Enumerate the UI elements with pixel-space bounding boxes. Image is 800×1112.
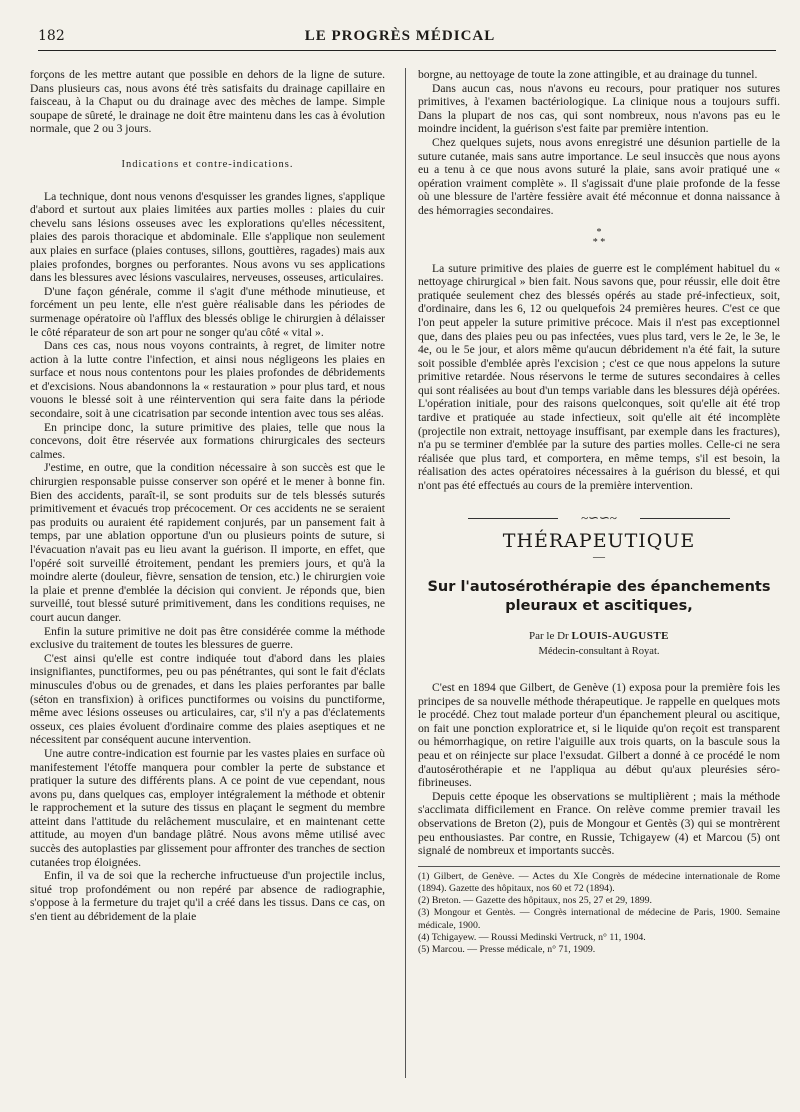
paragraph: forçons de les mettre autant que possible en dehors de la ligne de suture. Dans plusieurs cas, nous avons été très satisfaits du drainage capillaire en faisceau, à la Chaput ou du drainage avec des mèches de lampe. Simple soupape de sûreté, le drainage ne doit être maintenu dans les cas à évolution normale, que 2 ou 3 jours.	[30, 68, 385, 136]
rubric-heading: THÉRAPEUTIQUE	[502, 529, 696, 552]
asterism	[418, 228, 780, 248]
byline-prefix: Par le Dr	[528, 629, 569, 642]
paragraph: Enfin la suture primitive ne doit pas être considérée comme la méthode exclusive du traitement de toutes les blessures de guerre.	[30, 624, 385, 652]
ornament-squiggle: ~∽∽~	[581, 509, 617, 525]
rubric-dash: —	[593, 549, 605, 564]
paragraph: Dans ces cas, nous nous voyons contraints, à regret, de limiter notre action à la lutte contre l'infection, et ainsi nous négligeons les plaies en surface et nous nous contentons pour les plaies profondes de débridements et d'excisions. Nous abandonnons la « restauration » pour plus tard, et nous vouons le blessé soit à une réintervention qui sera faite dans la période secondaire, soit à une cicatrisation par seconde intention avec tous ses aléas.	[30, 339, 385, 421]
asterism-bottom: * *	[592, 236, 606, 248]
column-rule	[405, 68, 406, 1078]
paragraph: C'est en 1894 que Gilbert, de Genève (1) exposa pour la première fois les principes de sa nouvelle méthode thérapeutique. Je rappelle en quelques mots le procédé. Chez tout malade porteur d'un épanchement pleural ou ascitique, on fait une ponction exploratrice et, si le liquide qu'on reçoit est transparent ou hémorrhagique, on retire l'aiguille aux trois quarts, on la bascule sous la peau et on réinjecte sur place l'exsudat. Gilbert a donné à ce procédé le nom d'autosérothérapie et ne l'appliqua au début qu'aux pleurésies séro-fibrineuses.	[418, 681, 780, 790]
paragraph: Enfin, il va de soi que la recherche infructueuse d'un projectile inclus, situé trop profondément ou non repéré par absence de radiographie, s'oppose à la fermeture du trajet qu'il a créé dans les tissus. Dans ce cas, on s'en tient au débridement de la plaie	[30, 869, 385, 924]
right-column	[418, 68, 780, 956]
footnotes	[418, 866, 780, 956]
footnote: (5) Marcou. — Presse médicale, n° 71, 1909.	[418, 943, 596, 955]
paragraph: En principe donc, la suture primitive des plaies, telle que nous la concevons, doit être réservée aux formations chirurgicales des secteurs calmes.	[30, 420, 385, 461]
left-column	[30, 68, 385, 924]
paragraph: Dans aucun cas, nous n'avons eu recours, pour pratiquer nos sutures primitives, à l'examen bactériologique. La clinique nous a toujours suffi. Dans la plupart de nos cas, qui sont nombreux, nous n'avons pas eu le moindre incident, la guérison s'est faite par première intention.	[418, 81, 780, 136]
author-name: LOUIS-AUGUSTE	[571, 629, 670, 642]
footnote: (1) Gilbert, de Genève. — Actes du XIe Congrès de médecine internationale de Rome (1894). Gazette des hôpitaux, nos 60 et 72 (1894).	[418, 870, 780, 894]
paragraph: Chez quelques sujets, nous avons enregistré une désunion partielle de la suture cutanée, mais sans autre importance. Le seul insuccès que nous ayons eu a tenu à ce que nous avons suturé la plaie, sans avoir pratiqué une « opération vraiment complète ». Il s'agissait d'une plaie profonde de la fesse où une blessure de l'artère fessière avait été méconnue et donna naissance à des hémorragies secondaires.	[418, 135, 780, 217]
paragraph: La technique, dont nous venons d'esquisser les grandes lignes, s'applique d'abord et surtout aux plaies limitées aux parties molles : plaies du cuir chevelu sans lésions osseuses avec les explorations qu'elles nécessitent, plaies des parois thoracique et abdominale. Elle s'applique non seulement aux plaies en surface (plaies contuses, sillons, gouttières, ragades) mais aux plaies profondes, borgnes ou perforantes. Nous avons vu ses applications dans les blessures avec lésions vasculaires, nerveuses, osseuses, articulaires.	[30, 189, 385, 285]
paragraph: D'une façon générale, comme il s'agit d'une méthode minutieuse, et forcément un peu lente, elle n'est guère réalisable dans les périodes de surmenage opératoire où l'afflux des blessés oblige le chirurgien à délaisser le côté réparateur de son art pour ne songer qu'au côté « vital ».	[30, 284, 385, 339]
paragraph: borgne, au nettoyage de toute la zone attingible, et au drainage du tunnel.	[418, 68, 758, 81]
author-affiliation: Médecin-consultant à Royat.	[538, 646, 660, 658]
ornament-line-right	[640, 518, 730, 519]
footnote: (3) Mongour et Gentès. — Congrès international de médecine de Paris, 1900. Semaine médicale, 1900.	[418, 907, 780, 931]
paragraph: C'est ainsi qu'elle est contre indiquée tout d'abord dans les plaies insignifiantes, punctiformes, peu ou pas pénétrantes, qui sont le fait d'éclats minuscules d'obus ou de grenades, et dans les plaies perforantes par balle (séton en transfixion) à orifices punctiformes ou voisins du punctiforme, même avec lésions osseuses ou articulaires, car, s'il n'y a pas d'éclatements osseux, ces plaies évoluent d'ordinaire comme des plaies aseptiques et ne nécessitent par conséquent aucune intervention.	[30, 651, 385, 747]
section-heading: Indications et contre-indications.	[121, 158, 294, 170]
byline	[418, 630, 780, 644]
section-ornament	[418, 511, 780, 525]
paragraph: Une autre contre-indication est fournie par les vastes plaies en surface où manifestement l'étoffe manquera pour combler la perte de substance et pratiquer la suture des différents plans. A ce point de vue cependant, nous avons pu, dans quelques cas, employer intégralement la méthode et obtenir le rapprochement et la suture des tissus en plaçant le segment du membre atteint dans l'attitude du relâchement musculaire, et en maintenant cette attitude, au moyen d'un bandage plâtré. Nous avons même utilisé avec succès des autoplasties par glissement pour affronter des tranches de section cutanées trop éloignées.	[30, 746, 385, 869]
ornament-line-left	[468, 518, 558, 519]
paragraph: La suture primitive des plaies de guerre est le complément habituel du « nettoyage chirurgical » bien fait. Nous savons que, pour réussir, elle doit être pratiquée seulement chez des blessés opérés au stade pré-infectieux, soit, d'ordinaire, dans les 6, 12 ou quelquefois 24 premières heures. C'est ce que l'on peut appeler la suture primitive précoce. Mais il n'est pas exceptionnel que, dans des plaies peu ou pas infectées, vues plus tard, vers le 2e, le 3e, le 4e, ou le 5e jour, et alors même qu'aucun débridement n'a été fait, la suture soit possible d'emblée après l'excision ; c'est ce que nous appelons la suture primitive retardée. Nous réservons le terme de sutures secondaires à celles qui sont réalisées au bout d'un temps variable dans les blessures déjà opérées. L'opération initiale, pour des raisons quelconques, soit qu'elle ait été trop tardive et pratiquée au stade infectieux, soit qu'elle ait été incomplète (projectile non extrait, nettoyage insuffisant, par exemple dans les fractures), n'a pu se terminer d'emblée par la suture des parties molles. Celle-ci ne sera réalisée que plus tard, et comportera, en même temps, s'il est besoin, la réalisation des actes opératoires nécessaires à la guérison du blessé, et qui n'ont pas été effectués au cours de la première intervention.	[418, 261, 780, 493]
paragraph: Depuis cette époque les observations se multiplièrent ; mais la méthode s'acclimata difficilement en France. On relève comme premier travail les observations de Breton (2), puis de Mongour et Gentès (3) qui se montrèrent peu enthousiastes. Par contre, en Russie, Tchigayew (4) et Marcou (5) ont signalé de nombreux et importants succès.	[418, 789, 780, 858]
asterism-top: *	[596, 226, 602, 238]
page-number: 182	[38, 28, 65, 44]
header-rule	[38, 50, 776, 51]
running-title: LE PROGRÈS MÉDICAL	[304, 28, 496, 44]
paragraph: J'estime, en outre, que la condition nécessaire à son succès est que le chirurgien responsable puisse conserver son opéré et le mener à bonne fin. Bien des accidents, paraît-il, se sont produits sur de tels blessés suturés primitivement et évacués trop précocement. Or ces accidents ne se seraient pas produits ou auraient été rapidement conjurés, par un pansement fait à temps, par une ablation opportune d'un ou plusieurs points de suture, si l'évacuation n'avait pas eu lieu avant la guérison. Il importe, en effet, que l'opéré soit surveillé étroitement, pendant les premiers jours, et qu'à la moindre alerte (douleur, fièvre, sensation de tension, etc.) le chirurgien voie la plaie et prenne d'emblée la décision qui convient. Je réponds que, bien surveillé, tout blessé suturé primitivement, dans les conditions requises, ne court aucun danger.	[30, 461, 385, 624]
footnote: (4) Tchigayew. — Roussi Medinski Vertruck, n° 11, 1904.	[418, 931, 646, 943]
article-title: Sur l'autosérothérapie des épanchements pleuraux et ascitiques,	[427, 578, 771, 614]
footnote: (2) Breton. — Gazette des hôpitaux, nos 25, 27 et 29, 1899.	[418, 895, 652, 907]
